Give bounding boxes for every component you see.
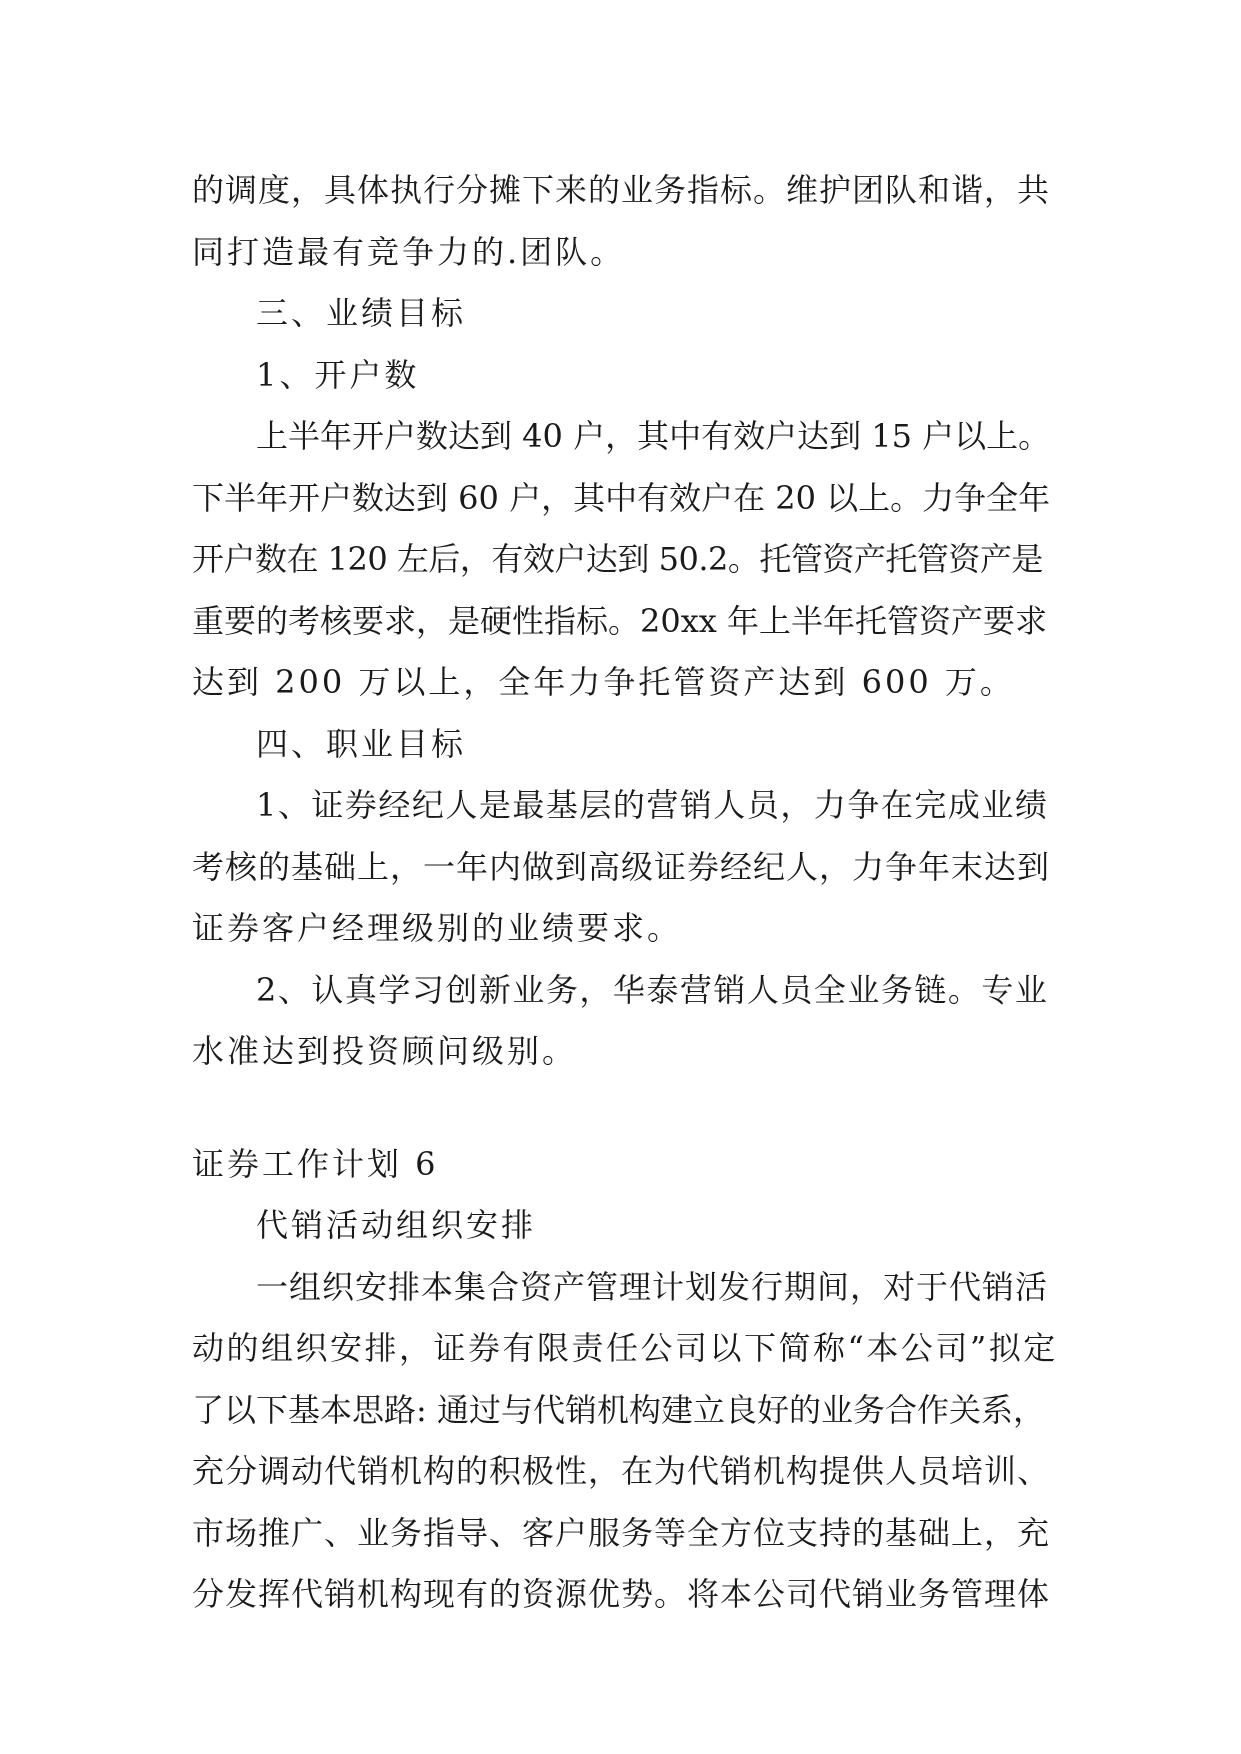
text-line: 同打造最有竞争力的.团队。 bbox=[192, 232, 626, 271]
text-line: 证券客户经理级别的业绩要求。 bbox=[192, 909, 683, 947]
document-body bbox=[192, 160, 1058, 1626]
text-line: 2、认真学习创新业务，华泰营销人员全业务链。专业 bbox=[256, 970, 1049, 1009]
subsection-heading: 1、开户数 bbox=[256, 355, 420, 394]
text-line: 水准达到投资顾问级别。 bbox=[192, 1032, 578, 1070]
text-line: 达到 200 万以上，全年力争托管资产达到 600 万。 bbox=[192, 663, 1015, 701]
section-heading: 四、职业目标 bbox=[256, 724, 467, 763]
text-line: 考核的基础上，一年内做到高级证券经纪人，力争年末达到 bbox=[192, 847, 1051, 886]
text-line: 上半年开户数达到 40 户，其中有效户达到 15 户以上。 bbox=[256, 417, 1051, 455]
section-heading: 三、业绩目标 bbox=[256, 294, 467, 332]
text-line: 重要的考核要求，是硬性指标。20xx 年上半年托管资产要求 bbox=[192, 601, 1047, 640]
text-line: 了以下基本思路: 通过与代销机构建立良好的业务合作关系， bbox=[192, 1390, 1045, 1429]
paragraph-gap bbox=[192, 1083, 1058, 1134]
text-line: 一组织安排本集合资产管理计划发行期间，对于代销活 bbox=[256, 1267, 1049, 1306]
text-line: 的调度，具体执行分摊下来的业务指标。维护团队和谐，共 bbox=[192, 171, 1051, 209]
text-line: 1、证券经纪人是最基层的营销人员，力争在完成业绩 bbox=[256, 786, 1049, 824]
text-line: 下半年开户数达到 60 户，其中有效户在 20 以上。力争全年 bbox=[192, 478, 1051, 517]
section-heading: 代销活动组织安排 bbox=[256, 1206, 537, 1244]
text-line: 充分调动代销机构的积极性，在为代销机构提供人员培训、 bbox=[192, 1452, 1051, 1490]
text-line: 分发挥代销机构现有的资源优势。将本公司代销业务管理体 bbox=[192, 1575, 1051, 1613]
text-line: 动的组织安排，证券有限责任公司以下简称“本公司”拟定 bbox=[192, 1329, 1058, 1367]
text-line: 市场推广、业务指导、客户服务等全方位支持的基础上，充 bbox=[192, 1513, 1051, 1552]
document-title: 证券工作计划 6 bbox=[192, 1144, 439, 1183]
text-line: 开户数在 120 左后，有效户达到 50.2。托管资产托管资产是 bbox=[192, 540, 1043, 578]
